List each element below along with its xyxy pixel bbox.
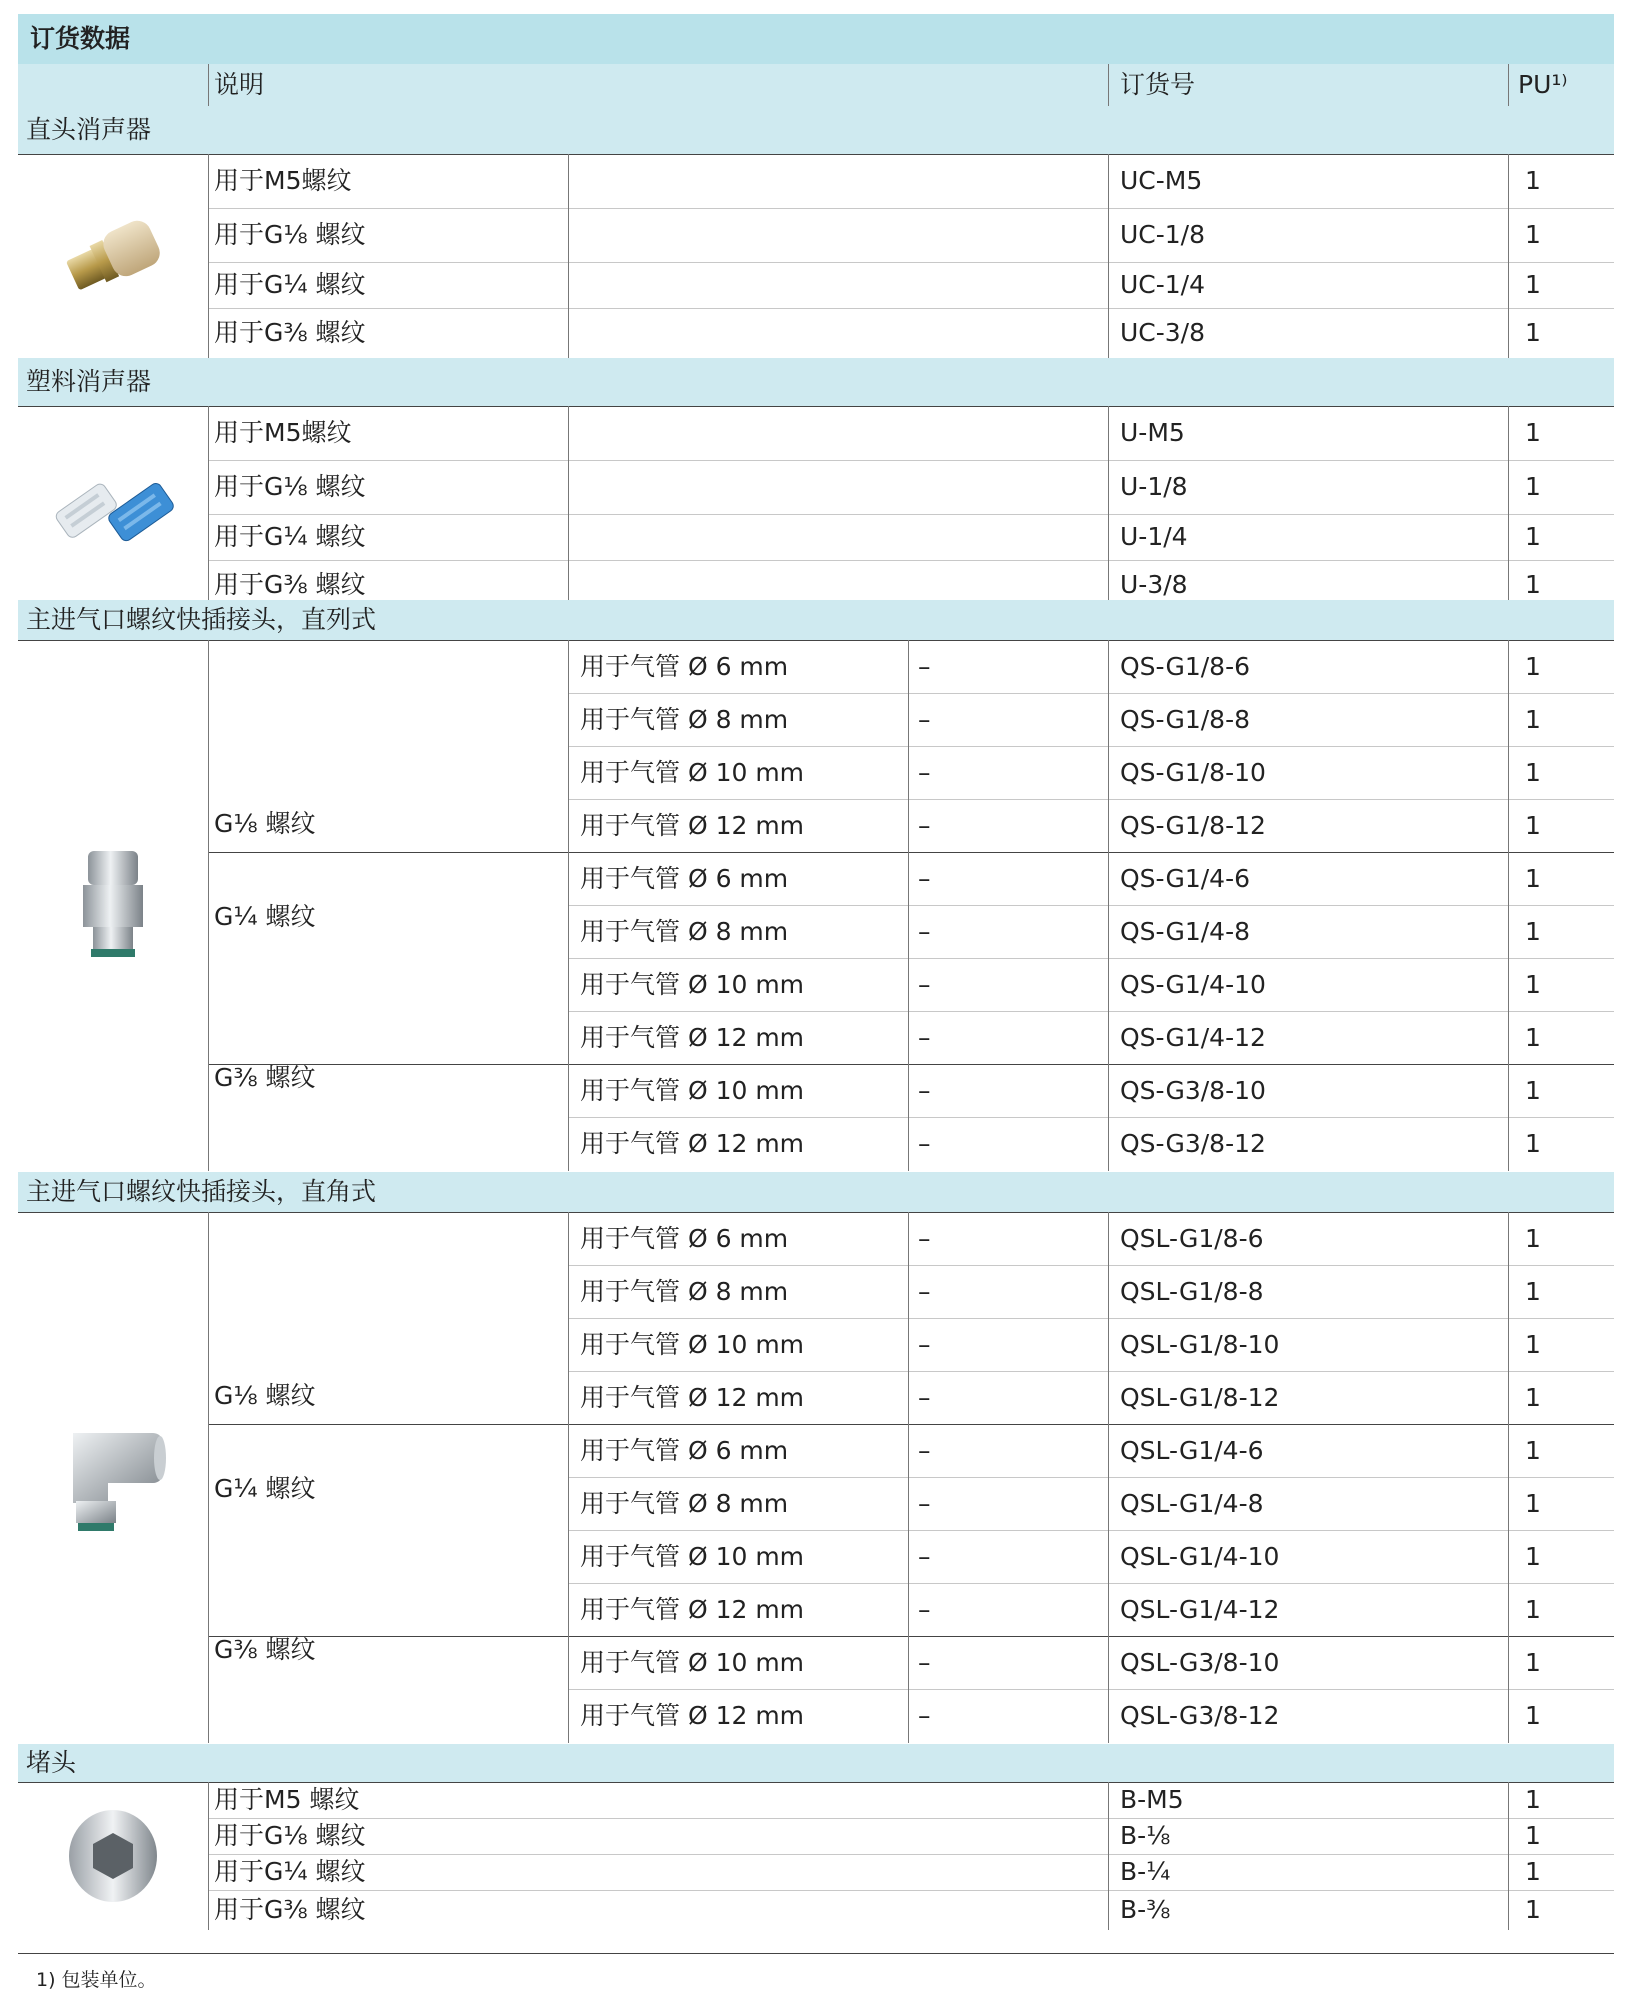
item-description: 用于M5螺纹 [214, 166, 352, 195]
dash-mark: – [918, 1022, 931, 1052]
dash-mark: – [918, 969, 931, 999]
dash-mark: – [918, 757, 931, 787]
tube-size: 用于气管 Ø 6 mm [580, 863, 789, 893]
tube-size: 用于气管 Ø 10 mm [580, 1075, 805, 1105]
column-divider [908, 640, 909, 1171]
item-description: 用于M5螺纹 [214, 418, 352, 447]
order-number: QSL-G1/4-10 [1120, 1541, 1280, 1571]
item-description: 用于G⅜ 螺纹 [214, 570, 366, 599]
tube-size: 用于气管 Ø 10 mm [580, 1329, 805, 1359]
dash-mark: – [918, 1276, 931, 1306]
row-divider [568, 1117, 1614, 1118]
dash-mark: – [918, 1129, 931, 1158]
packaging-unit: 1 [1525, 270, 1541, 299]
dash-mark: – [918, 1647, 931, 1677]
packaging-unit: 1 [1525, 1276, 1541, 1306]
order-number: QSL-G1/8-12 [1120, 1382, 1280, 1412]
row-divider [208, 1854, 1614, 1855]
section-title: 直头消声器 [26, 115, 152, 144]
header-order: 订货号 [1120, 70, 1196, 99]
item-description: 用于G¼ 螺纹 [214, 270, 366, 299]
row-divider [208, 308, 1614, 309]
order-number: B-⅜ [1120, 1895, 1171, 1924]
column-divider [568, 1212, 569, 1743]
dash-mark: – [918, 1223, 931, 1253]
packaging-unit: 1 [1525, 1647, 1541, 1677]
row-divider [208, 1818, 1614, 1819]
packaging-unit: 1 [1525, 220, 1541, 249]
plastic-silencer-icon [38, 443, 188, 573]
packaging-unit: 1 [1525, 1541, 1541, 1571]
order-number: QSL-G3/8-10 [1120, 1647, 1280, 1677]
row-divider [208, 852, 1614, 853]
thread-group-label: G⅜ 螺纹 [214, 1635, 316, 1664]
row-divider [18, 154, 1614, 155]
row-divider [568, 1371, 1614, 1372]
column-divider [1108, 154, 1109, 358]
section-title: 主进气口螺纹快插接头，直列式 [26, 605, 377, 634]
row-divider [208, 560, 1614, 561]
tube-size: 用于气管 Ø 10 mm [580, 1541, 805, 1571]
dash-mark: – [918, 1594, 931, 1624]
packaging-unit: 1 [1525, 1329, 1541, 1359]
order-number: QS-G1/8-12 [1120, 810, 1266, 840]
packaging-unit: 1 [1525, 1223, 1541, 1253]
item-description: 用于M5 螺纹 [214, 1785, 360, 1814]
page-title: 订货数据 [30, 24, 131, 53]
dash-mark: – [918, 1488, 931, 1518]
tube-size: 用于气管 Ø 6 mm [580, 1435, 789, 1465]
dash-mark: – [918, 863, 931, 893]
tube-size: 用于气管 Ø 6 mm [580, 651, 789, 681]
packaging-unit: 1 [1525, 472, 1541, 501]
thread-group-label: G⅜ 螺纹 [214, 1063, 316, 1092]
thread-group-label: G¼ 螺纹 [214, 1474, 316, 1503]
tube-size: 用于气管 Ø 12 mm [580, 1594, 805, 1624]
order-number: QSL-G1/8-10 [1120, 1329, 1280, 1359]
tube-size: 用于气管 Ø 10 mm [580, 1647, 805, 1677]
tube-size: 用于气管 Ø 10 mm [580, 969, 805, 999]
straight-fitting-icon [38, 841, 188, 971]
section-title: 塑料消声器 [26, 367, 152, 396]
tube-size: 用于气管 Ø 10 mm [580, 757, 805, 787]
tube-size: 用于气管 Ø 12 mm [580, 1382, 805, 1412]
title-band [18, 14, 1614, 64]
dash-mark: – [918, 1541, 931, 1571]
column-divider [568, 640, 569, 1171]
column-divider [208, 1212, 209, 1743]
tube-size: 用于气管 Ø 8 mm [580, 1276, 789, 1306]
row-divider [18, 1953, 1614, 1954]
order-number: UC-1/4 [1120, 270, 1206, 299]
row-divider [208, 1890, 1614, 1891]
column-divider [1508, 406, 1509, 610]
order-number: QSL-G3/8-12 [1120, 1701, 1280, 1730]
packaging-unit: 1 [1525, 1435, 1541, 1465]
order-number: U-1/4 [1120, 522, 1188, 551]
order-number: QS-G1/4-6 [1120, 863, 1251, 893]
tube-size: 用于气管 Ø 12 mm [580, 1129, 805, 1158]
dash-mark: – [918, 1435, 931, 1465]
section-title: 主进气口螺纹快插接头，直角式 [26, 1177, 377, 1206]
column-divider [208, 1782, 209, 1930]
order-number: U-1/8 [1120, 472, 1188, 501]
row-divider [568, 693, 1614, 694]
footnote: 1) 包装单位。 [36, 1969, 157, 1991]
packaging-unit: 1 [1525, 757, 1541, 787]
brass-silencer-icon [38, 191, 188, 321]
dash-mark: – [918, 916, 931, 946]
column-divider [1508, 154, 1509, 358]
section-band [18, 358, 1614, 406]
dash-mark: – [918, 810, 931, 840]
packaging-unit: 1 [1525, 863, 1541, 893]
row-divider [568, 1011, 1614, 1012]
packaging-unit: 1 [1525, 1857, 1541, 1886]
order-number: QSL-G1/8-6 [1120, 1223, 1264, 1253]
order-number: QS-G1/8-10 [1120, 757, 1266, 787]
item-description: 用于G⅛ 螺纹 [214, 220, 366, 249]
thread-group-label: G⅛ 螺纹 [214, 809, 316, 838]
packaging-unit: 1 [1525, 522, 1541, 551]
item-description: 用于G⅜ 螺纹 [214, 1895, 366, 1924]
row-divider [208, 1636, 1614, 1637]
order-number: QS-G3/8-10 [1120, 1075, 1266, 1105]
order-number: B-⅛ [1120, 1821, 1171, 1850]
row-divider [18, 406, 1614, 407]
row-divider [18, 1782, 1614, 1783]
header-pu: PU¹⁾ [1518, 70, 1568, 99]
ordering-data-table [18, 14, 1614, 1958]
packaging-unit: 1 [1525, 969, 1541, 999]
column-divider [568, 406, 569, 610]
packaging-unit: 1 [1525, 570, 1541, 599]
tube-size: 用于气管 Ø 8 mm [580, 1488, 789, 1518]
tube-size: 用于气管 Ø 6 mm [580, 1223, 789, 1253]
row-divider [568, 746, 1614, 747]
column-divider [208, 406, 209, 610]
order-number: QS-G1/4-10 [1120, 969, 1266, 999]
column-divider [208, 154, 209, 358]
row-divider [568, 958, 1614, 959]
item-description: 用于G⅜ 螺纹 [214, 318, 366, 347]
packaging-unit: 1 [1525, 1594, 1541, 1624]
order-number: UC-1/8 [1120, 220, 1206, 249]
tube-size: 用于气管 Ø 12 mm [580, 1022, 805, 1052]
packaging-unit: 1 [1525, 1821, 1541, 1850]
packaging-unit: 1 [1525, 166, 1541, 195]
column-divider [1108, 406, 1109, 610]
column-divider [1108, 640, 1109, 1171]
order-number: QSL-G1/4-6 [1120, 1435, 1264, 1465]
row-divider [208, 460, 1614, 461]
tube-size: 用于气管 Ø 8 mm [580, 916, 789, 946]
dash-mark: – [918, 1329, 931, 1359]
tube-size: 用于气管 Ø 12 mm [580, 810, 805, 840]
packaging-unit: 1 [1525, 1075, 1541, 1105]
item-description: 用于G¼ 螺纹 [214, 1857, 366, 1886]
row-divider [568, 799, 1614, 800]
order-number: QS-G1/8-8 [1120, 704, 1251, 734]
row-divider [568, 1583, 1614, 1584]
order-number: QSL-G1/8-8 [1120, 1276, 1264, 1306]
order-number: UC-3/8 [1120, 318, 1206, 347]
row-divider [568, 905, 1614, 906]
column-divider [908, 1212, 909, 1743]
packaging-unit: 1 [1525, 810, 1541, 840]
order-number: U-3/8 [1120, 570, 1188, 599]
order-number: QS-G1/4-12 [1120, 1022, 1266, 1052]
header-desc: 说明 [214, 70, 265, 99]
packaging-unit: 1 [1525, 651, 1541, 681]
section-band [18, 1744, 1614, 1782]
column-divider [1508, 1212, 1509, 1743]
item-description: 用于G⅛ 螺纹 [214, 472, 366, 501]
column-divider [1108, 64, 1109, 106]
row-divider [568, 1530, 1614, 1531]
item-description: 用于G⅛ 螺纹 [214, 1821, 366, 1850]
order-number: B-M5 [1120, 1785, 1184, 1814]
blanking-plug-icon [38, 1791, 188, 1921]
order-number: QSL-G1/4-8 [1120, 1488, 1264, 1518]
order-number: U-M5 [1120, 418, 1185, 447]
packaging-unit: 1 [1525, 1488, 1541, 1518]
column-divider [208, 640, 209, 1171]
column-divider [1508, 640, 1509, 1171]
packaging-unit: 1 [1525, 1895, 1541, 1924]
dash-mark: – [918, 1701, 931, 1730]
row-divider [208, 262, 1614, 263]
row-divider [208, 1424, 1614, 1425]
row-divider [568, 1477, 1614, 1478]
order-number: UC-M5 [1120, 166, 1203, 195]
packaging-unit: 1 [1525, 1129, 1541, 1158]
order-number: QSL-G1/4-12 [1120, 1594, 1280, 1624]
column-divider [568, 154, 569, 358]
column-divider [1508, 1782, 1509, 1930]
dash-mark: – [918, 704, 931, 734]
item-description: 用于G¼ 螺纹 [214, 522, 366, 551]
thread-group-label: G¼ 螺纹 [214, 902, 316, 931]
row-divider [568, 1265, 1614, 1266]
section-title: 堵头 [26, 1748, 77, 1777]
tube-size: 用于气管 Ø 8 mm [580, 704, 789, 734]
column-divider [1108, 1212, 1109, 1743]
column-divider [1508, 64, 1509, 106]
thread-group-label: G⅛ 螺纹 [214, 1381, 316, 1410]
tube-size: 用于气管 Ø 12 mm [580, 1701, 805, 1730]
elbow-fitting-icon [38, 1413, 188, 1543]
packaging-unit: 1 [1525, 1701, 1541, 1730]
order-number: QS-G1/8-6 [1120, 651, 1251, 681]
column-divider [208, 64, 209, 106]
row-divider [568, 1689, 1614, 1690]
packaging-unit: 1 [1525, 1022, 1541, 1052]
dash-mark: – [918, 1382, 931, 1412]
packaging-unit: 1 [1525, 1785, 1541, 1814]
packaging-unit: 1 [1525, 418, 1541, 447]
order-number: B-¼ [1120, 1857, 1171, 1886]
dash-mark: – [918, 1075, 931, 1105]
section-band [18, 106, 1614, 154]
order-number: QS-G3/8-12 [1120, 1129, 1266, 1158]
row-divider [208, 208, 1614, 209]
row-divider [208, 514, 1614, 515]
packaging-unit: 1 [1525, 318, 1541, 347]
row-divider [568, 1318, 1614, 1319]
dash-mark: – [918, 651, 931, 681]
row-divider [18, 640, 1614, 641]
packaging-unit: 1 [1525, 704, 1541, 734]
packaging-unit: 1 [1525, 916, 1541, 946]
column-divider [1108, 1782, 1109, 1930]
packaging-unit: 1 [1525, 1382, 1541, 1412]
row-divider [18, 1212, 1614, 1213]
order-number: QS-G1/4-8 [1120, 916, 1251, 946]
row-divider [208, 1064, 1614, 1065]
